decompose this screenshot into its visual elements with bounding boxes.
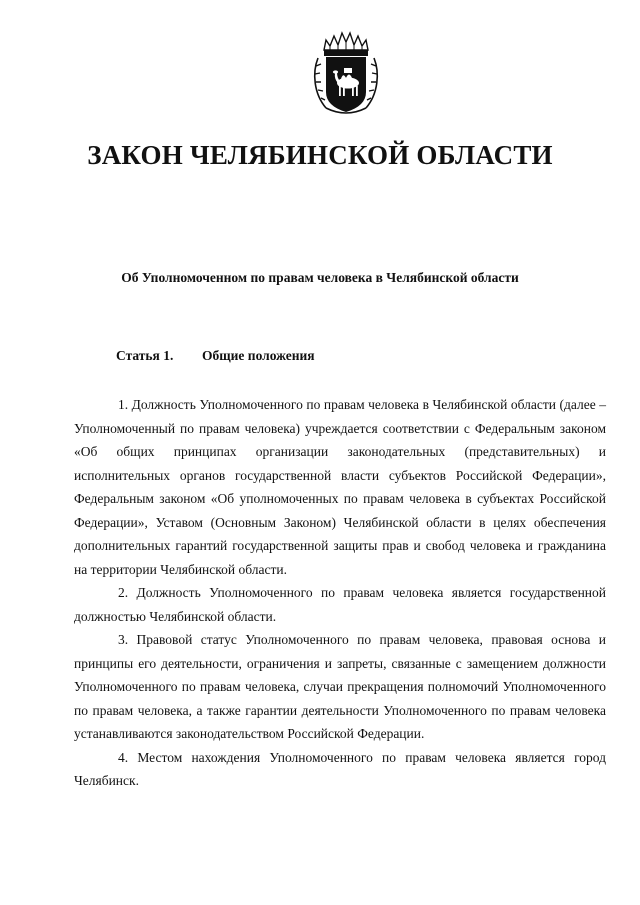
document-title: ЗАКОН ЧЕЛЯБИНСКОЙ ОБЛАСТИ (87, 140, 553, 170)
article-number: Статья 1. (116, 348, 174, 363)
article-heading (116, 348, 315, 364)
law-subtitle: Об Уполномоченном по правам человека в Челябинской области (121, 270, 519, 285)
paragraph: 4. Местом нахождения Уполномоченного по правам человека является город Челябинск. (74, 749, 606, 788)
chelyabinsk-coat-of-arms-icon (310, 28, 382, 122)
paragraph: 2. Должность Уполномоченного по правам человека является государственной должностью Челябинской области. (74, 585, 606, 624)
paragraph: 1. Должность Уполномоченного по правам человека в Челябинской области (далее – Уполномоченный по правам человека) учреждается соответствии с Федеральным законом «Об общих принципах организации законодательных (представительных) и исполнительных органов государственной власти субъектов Российской Федерации», Федеральным законом «Об уполномоченных по правам человека в субъектах Российской Федерации», Уставом (Основным Законом) Челябинской области в целях обеспечения дополнительных гарантий государственной защиты прав и свобод человека и гражданина на территории Челябинской области. (74, 397, 606, 577)
article-body (74, 393, 606, 793)
article-title: Общие положения (202, 348, 315, 363)
paragraph: 3. Правовой статус Уполномоченного по правам человека, правовая основа и принципы его деятельности, ограничения и запреты, связанные с замещением должности Уполномоченного по правам человека, случаи прекращения полномочий Уполномоченного по правам человека, а также гарантии деятельности Уполномоченного по правам человека устанавливаются законодательством Российской Федерации. (74, 632, 606, 741)
